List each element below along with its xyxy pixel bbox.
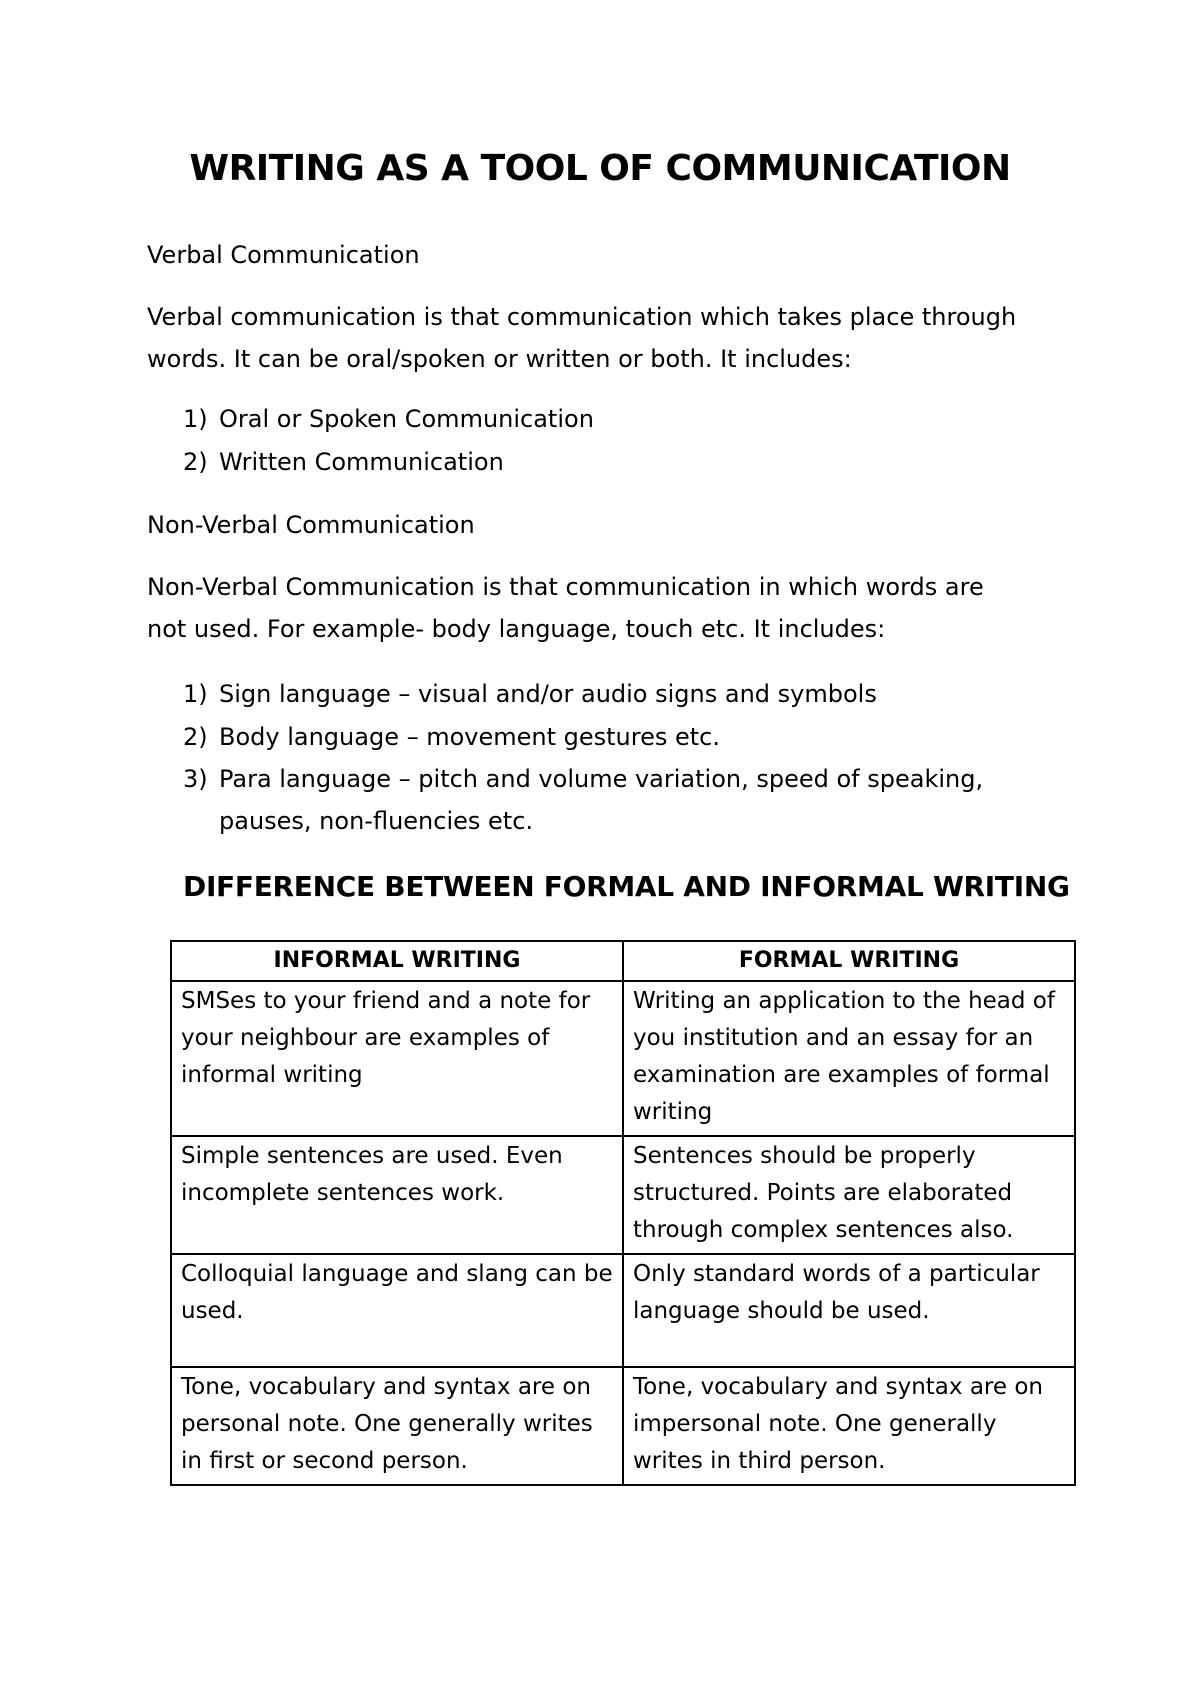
formal-cell: Tone, vocabulary and syntax are on impersonal note. One generally writes in third person.: [623, 1367, 1075, 1485]
table-header-row: [171, 941, 1075, 981]
list-text: Para language – pitch and volume variation, speed of speaking,: [219, 765, 984, 793]
nonverbal-paragraph-line-2: not used. For example- body language, touch etc. It includes:: [147, 615, 886, 643]
nonverbal-list-item: [183, 716, 720, 758]
page-title: WRITING AS A TOOL OF COMMUNICATION: [189, 148, 1011, 189]
list-number: 3): [183, 765, 208, 793]
formal-cell: Writing an application to the head of you institution and an essay for an examination are examples of formal writing: [623, 981, 1075, 1136]
column-header-formal: FORMAL WRITING: [623, 941, 1075, 981]
verbal-list-item: [183, 441, 504, 483]
verbal-paragraph-line-2: words. It can be oral/spoken or written or both. It includes:: [147, 345, 852, 373]
difference-heading: DIFFERENCE BETWEEN FORMAL AND INFORMAL WRITING: [183, 870, 1070, 903]
verbal-paragraph-line-1: Verbal communication is that communication which takes place through: [147, 303, 1017, 331]
column-header-informal: INFORMAL WRITING: [171, 941, 623, 981]
informal-cell: Colloquial language and slang can be used.: [171, 1254, 623, 1367]
list-text: Sign language – visual and/or audio signs and symbols: [219, 680, 877, 708]
table-row: [171, 1254, 1075, 1367]
table-row: [171, 981, 1075, 1136]
list-item-continuation: pauses, non-fluencies etc.: [219, 807, 534, 835]
list-text: Body language – movement gestures etc.: [219, 723, 720, 751]
comparison-table: [170, 940, 1076, 1486]
verbal-list-item: [183, 398, 594, 440]
informal-cell: SMSes to your friend and a note for your neighbour are examples of informal writing: [171, 981, 623, 1136]
table-row: [171, 1136, 1075, 1254]
verbal-heading: Verbal Communication: [147, 241, 420, 269]
nonverbal-paragraph-line-1: Non-Verbal Communication is that communication in which words are: [147, 573, 984, 601]
formal-cell: Sentences should be properly structured. Points are elaborated through complex sentences also.: [623, 1136, 1075, 1254]
list-text: Oral or Spoken Communication: [219, 405, 594, 433]
formal-cell: Only standard words of a particular language should be used.: [623, 1254, 1075, 1367]
list-number: 2): [183, 723, 208, 751]
nonverbal-list-item: [183, 673, 877, 715]
table-row: [171, 1367, 1075, 1485]
list-number: 1): [183, 680, 208, 708]
nonverbal-heading: Non-Verbal Communication: [147, 511, 475, 539]
nonverbal-list-item: [183, 758, 983, 800]
list-number: 2): [183, 448, 208, 476]
informal-cell: Simple sentences are used. Even incomplete sentences work.: [171, 1136, 623, 1254]
list-number: 1): [183, 405, 208, 433]
list-text: Written Communication: [219, 448, 504, 476]
informal-cell: Tone, vocabulary and syntax are on personal note. One generally writes in first or second person.: [171, 1367, 623, 1485]
